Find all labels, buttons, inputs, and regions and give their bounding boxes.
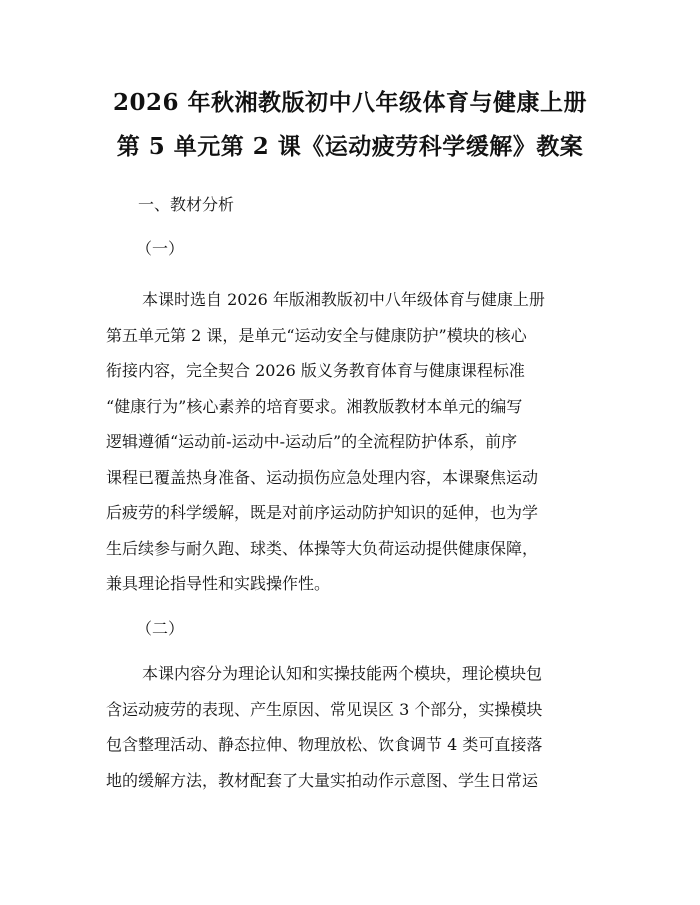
paragraph-line: 后疲劳的科学缓解，既是对前序运动防护知识的延伸，也为学 [106, 503, 539, 522]
paragraph-line: 生后续参与耐久跑、球类、体操等大负荷运动提供健康保障， [106, 538, 539, 558]
paragraph-line: “健康行为”核心素养的培育要求。湘教版教材本单元的编写 [106, 396, 523, 416]
document-title-line-2: 第 5 单元第 2 课《运动疲劳科学缓解》教案 [116, 133, 584, 160]
document-title-line-1: 2026 年秋湘教版初中八年级体育与健康上册 [112, 89, 588, 116]
section-heading: 一、教材分析 [138, 195, 235, 214]
paragraph-line: 本课内容分为理论认知和实操技能两个模块，理论模块包 [142, 664, 543, 683]
paragraph-2 [106, 656, 602, 798]
paragraph-line: 包含整理活动、静态拉伸、物理放松、饮食调节 4 类可直接落 [106, 735, 543, 754]
sub-heading-1: （一） [136, 239, 185, 258]
paragraph-line: 课程已覆盖热身准备、运动损伤应急处理内容，本课聚焦运动 [106, 467, 539, 487]
paragraph-line: 逻辑遵循“运动前-运动中-运动后”的全流程防护体系，前序 [106, 432, 518, 451]
paragraph-1 [106, 282, 602, 602]
paragraph-line: 衔接内容，完全契合 2026 版义务教育体育与健康课程标准 [106, 361, 525, 380]
paragraph-line: 含运动疲劳的表现、产生原因、常见误区 3 个部分，实操模块 [106, 699, 543, 719]
paragraph-line: 本课时选自 2026 年版湘教版初中八年级体育与健康上册 [142, 290, 545, 309]
paragraph-line: 地的缓解方法，教材配套了大量实拍动作示意图、学生日常运 [106, 770, 539, 790]
paragraph-line: 兼具理论指导性和实践操作性。 [106, 574, 331, 593]
paragraph-line: 第五单元第 2 课，是单元“运动安全与健康防护”模块的核心 [106, 325, 527, 345]
sub-heading-2: （二） [136, 619, 185, 638]
